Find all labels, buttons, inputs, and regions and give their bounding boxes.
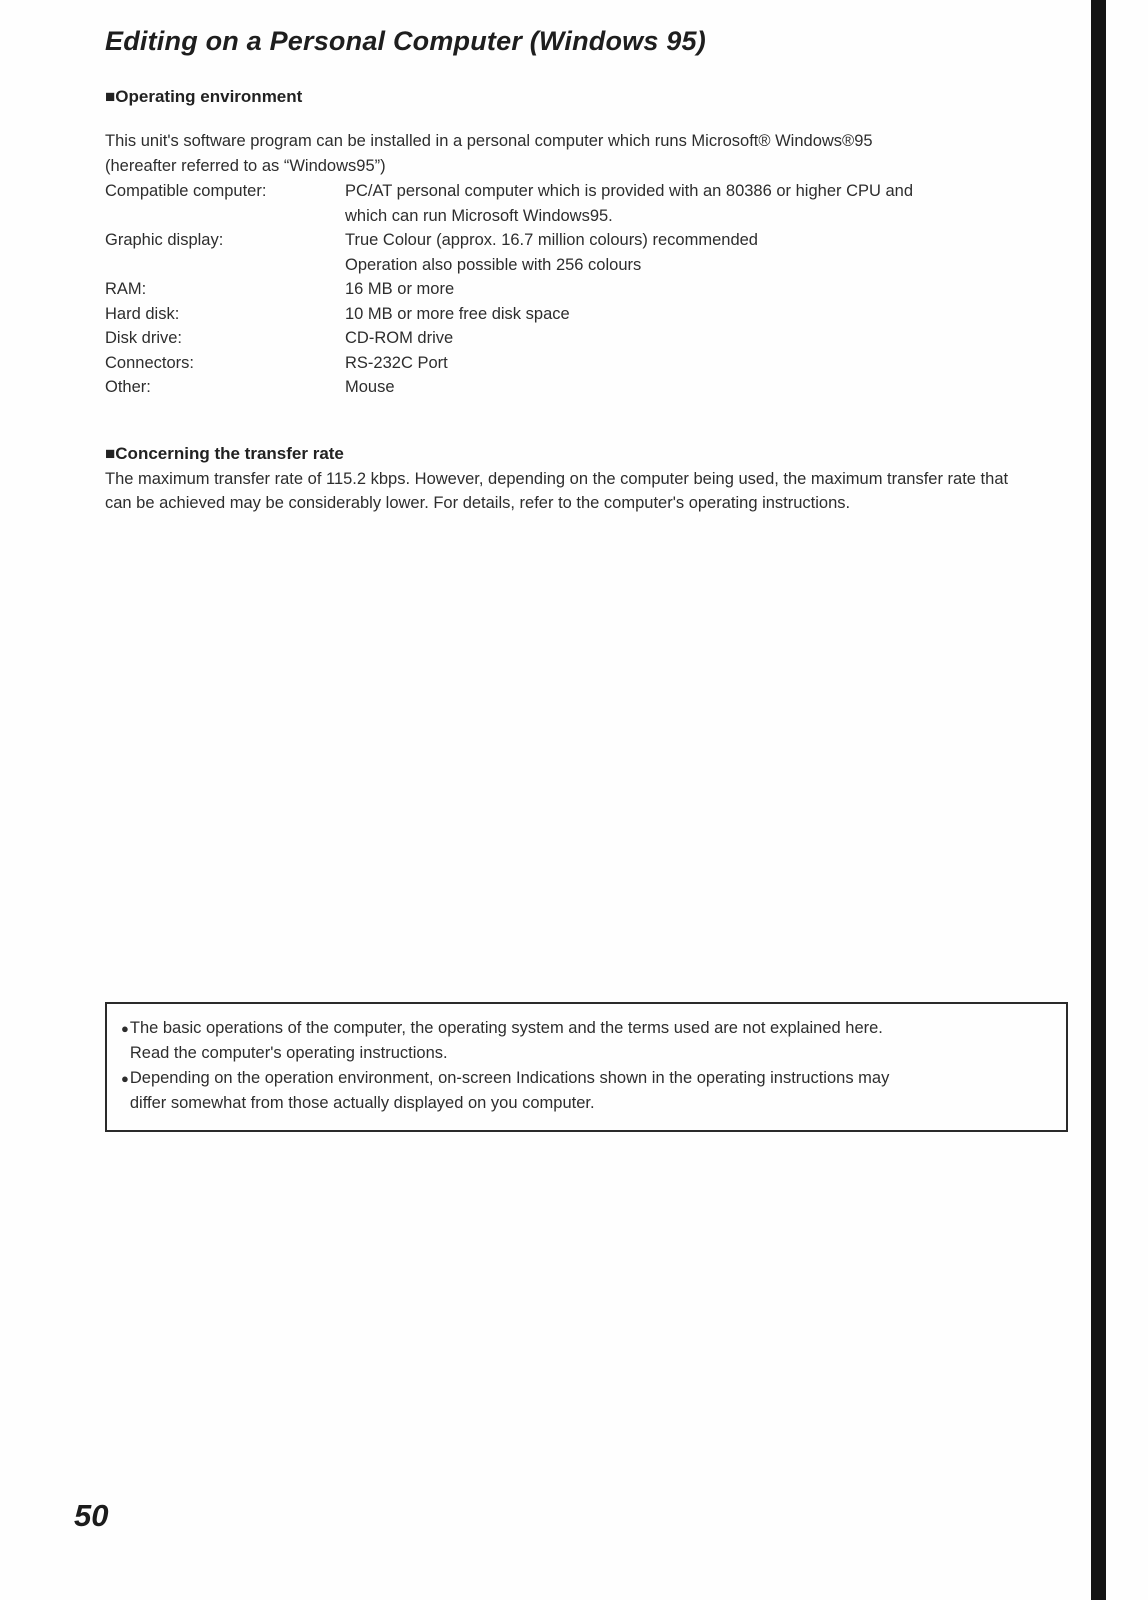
note-item — [121, 1016, 1050, 1066]
section-heading-operating-environment — [105, 87, 1063, 107]
note-item — [121, 1066, 1050, 1116]
spec-value: 10 MB or more free disk space — [345, 304, 570, 323]
spec-label: Graphic display: — [105, 231, 224, 249]
spec-row-hard-disk — [105, 302, 1063, 327]
spec-label: Other: — [105, 378, 151, 396]
note-item-text: The basic operations of the computer, the operating system and the terms used are not explained here. Read the computer's operating instructions. — [129, 1018, 883, 1062]
spec-label: Hard disk: — [105, 304, 180, 323]
section-heading-transfer-rate — [105, 444, 1063, 464]
bullet-icon: ● — [121, 1020, 129, 1036]
note-item-text: Depending on the operation environment, on-screen Indications shown in the operating instructions may differ somewhat from those actually displayed on you computer. — [129, 1068, 890, 1112]
spec-value: Mouse — [345, 378, 395, 396]
page-title: Editing on a Personal Computer (Windows 95) — [105, 26, 706, 56]
bullet-icon: ● — [121, 1070, 129, 1086]
spec-label: Disk drive: — [105, 329, 183, 347]
spec-row-compatible-computer — [105, 179, 1063, 228]
spec-row-ram — [105, 277, 1063, 302]
intro-paragraph: This unit's software program can be installed in a personal computer which runs Microsoft® Windows®95 (hereafter referred to as “Windows95”) — [105, 132, 873, 175]
spec-table — [105, 179, 1063, 400]
spec-row-disk-drive — [105, 326, 1063, 351]
spec-value: RS-232C Port — [345, 353, 448, 372]
spec-value: CD-ROM drive — [345, 329, 454, 347]
spec-row-connectors — [105, 351, 1063, 376]
section-marker-icon: ■ — [105, 87, 116, 106]
spec-row-other — [105, 375, 1063, 400]
note-box — [105, 1002, 1068, 1132]
spec-label: Connectors: — [105, 353, 194, 372]
section-heading-text: Operating environment — [115, 87, 303, 106]
page-number: 50 — [74, 1498, 109, 1533]
spec-label: Compatible computer: — [105, 182, 267, 200]
spec-label: RAM: — [105, 280, 147, 298]
spec-value: True Colour (approx. 16.7 million colours) recommended Operation also possible with 256 colours — [345, 231, 758, 274]
transfer-rate-paragraph: The maximum transfer rate of 115.2 kbps. However, depending on the computer being used, the maximum transfer rate that can be achieved may be considerably lower. For details, refer to the computer's operating instructions. — [105, 469, 1009, 512]
spec-value: PC/AT personal computer which is provided with an 80386 or higher CPU and which can run Microsoft Windows95. — [345, 182, 914, 225]
section-marker-icon: ■ — [105, 443, 116, 463]
spec-row-graphic-display — [105, 228, 1063, 277]
section-heading-text: Concerning the transfer rate — [115, 443, 344, 463]
spec-value: 16 MB or more — [345, 280, 455, 298]
